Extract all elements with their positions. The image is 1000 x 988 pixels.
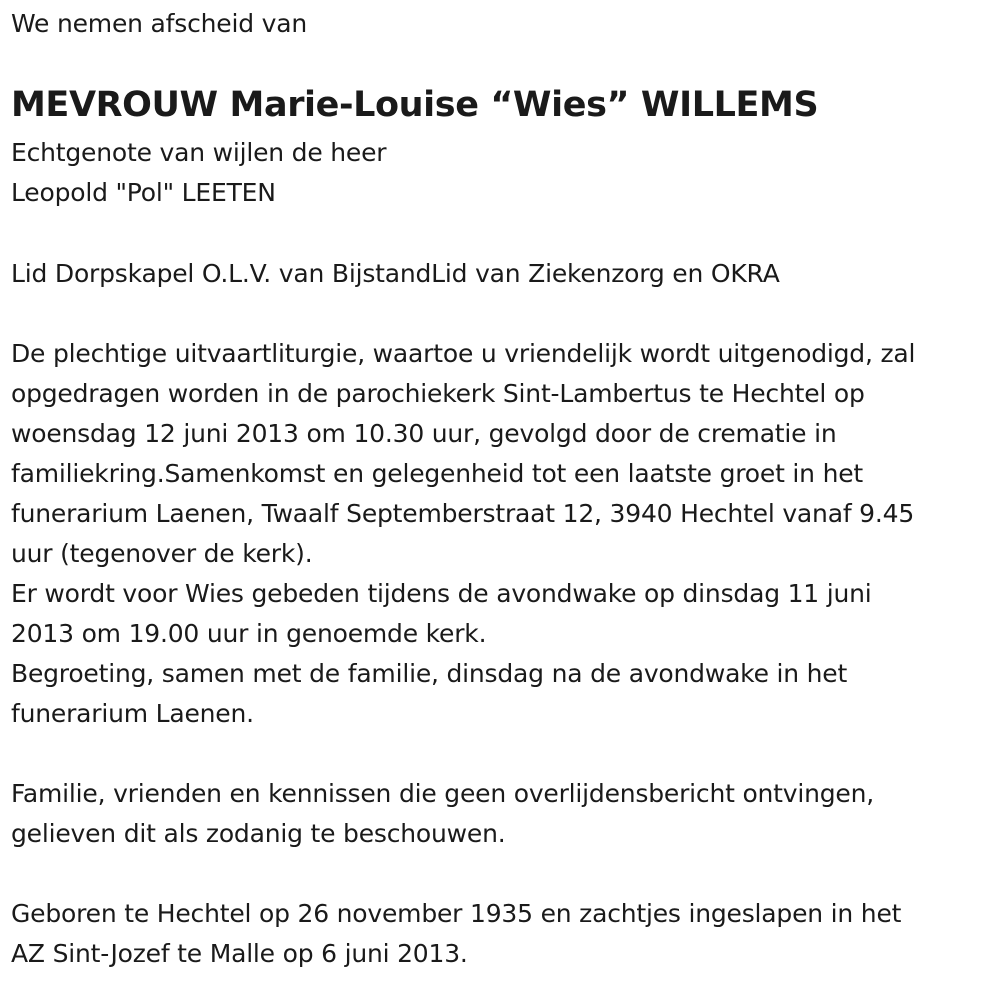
notice-line: Familie, vrienden en kennissen die geen overlijdensbericht ontvingen, (11, 779, 875, 808)
funeral-line: Begroeting, samen met de familie, dinsdag na de avondwake in het (11, 659, 848, 688)
notice-line: gelieven dit als zodanig te beschouwen. (11, 819, 506, 848)
spouse-line: Echtgenote van wijlen de heer (11, 138, 387, 167)
birth-death-paragraph (11, 894, 901, 974)
funeral-details-paragraph (11, 334, 915, 734)
funeral-line: opgedragen worden in de parochiekerk Sint-Lambertus te Hechtel op (11, 379, 865, 408)
intro-text: We nemen afscheid van (11, 9, 307, 38)
spouse-name: Leopold "Pol" LEETEN (11, 178, 276, 207)
memberships-text: Lid Dorpskapel O.L.V. van BijstandLid van Ziekenzorg en OKRA (11, 259, 780, 288)
birth-line: Geboren te Hechtel op 26 november 1935 en zachtjes ingeslapen in het (11, 899, 902, 928)
funeral-line: Er wordt voor Wies gebeden tijdens de avondwake op dinsdag 11 juni (11, 579, 872, 608)
funeral-line: 2013 om 19.00 uur in genoemde kerk. (11, 619, 487, 648)
funeral-line: uur (tegenover de kerk). (11, 539, 313, 568)
deceased-name-heading: MEVROUW Marie-Louise “Wies” WILLEMS (11, 85, 819, 125)
spouse-section (11, 133, 386, 213)
notice-paragraph (11, 774, 874, 854)
funeral-line: funerarium Laenen, Twaalf Septemberstraat 12, 3940 Hechtel vanaf 9.45 (11, 499, 915, 528)
birth-line: AZ Sint-Jozef te Malle op 6 juni 2013. (11, 939, 468, 968)
funeral-line: De plechtige uitvaartliturgie, waartoe u vriendelijk wordt uitgenodigd, zal (11, 339, 916, 368)
funeral-line: woensdag 12 juni 2013 om 10.30 uur, gevolgd door de crematie in (11, 419, 837, 448)
funeral-line: familiekring.Samenkomst en gelegenheid tot een laatste groet in het (11, 459, 863, 488)
funeral-line: funerarium Laenen. (11, 699, 254, 728)
